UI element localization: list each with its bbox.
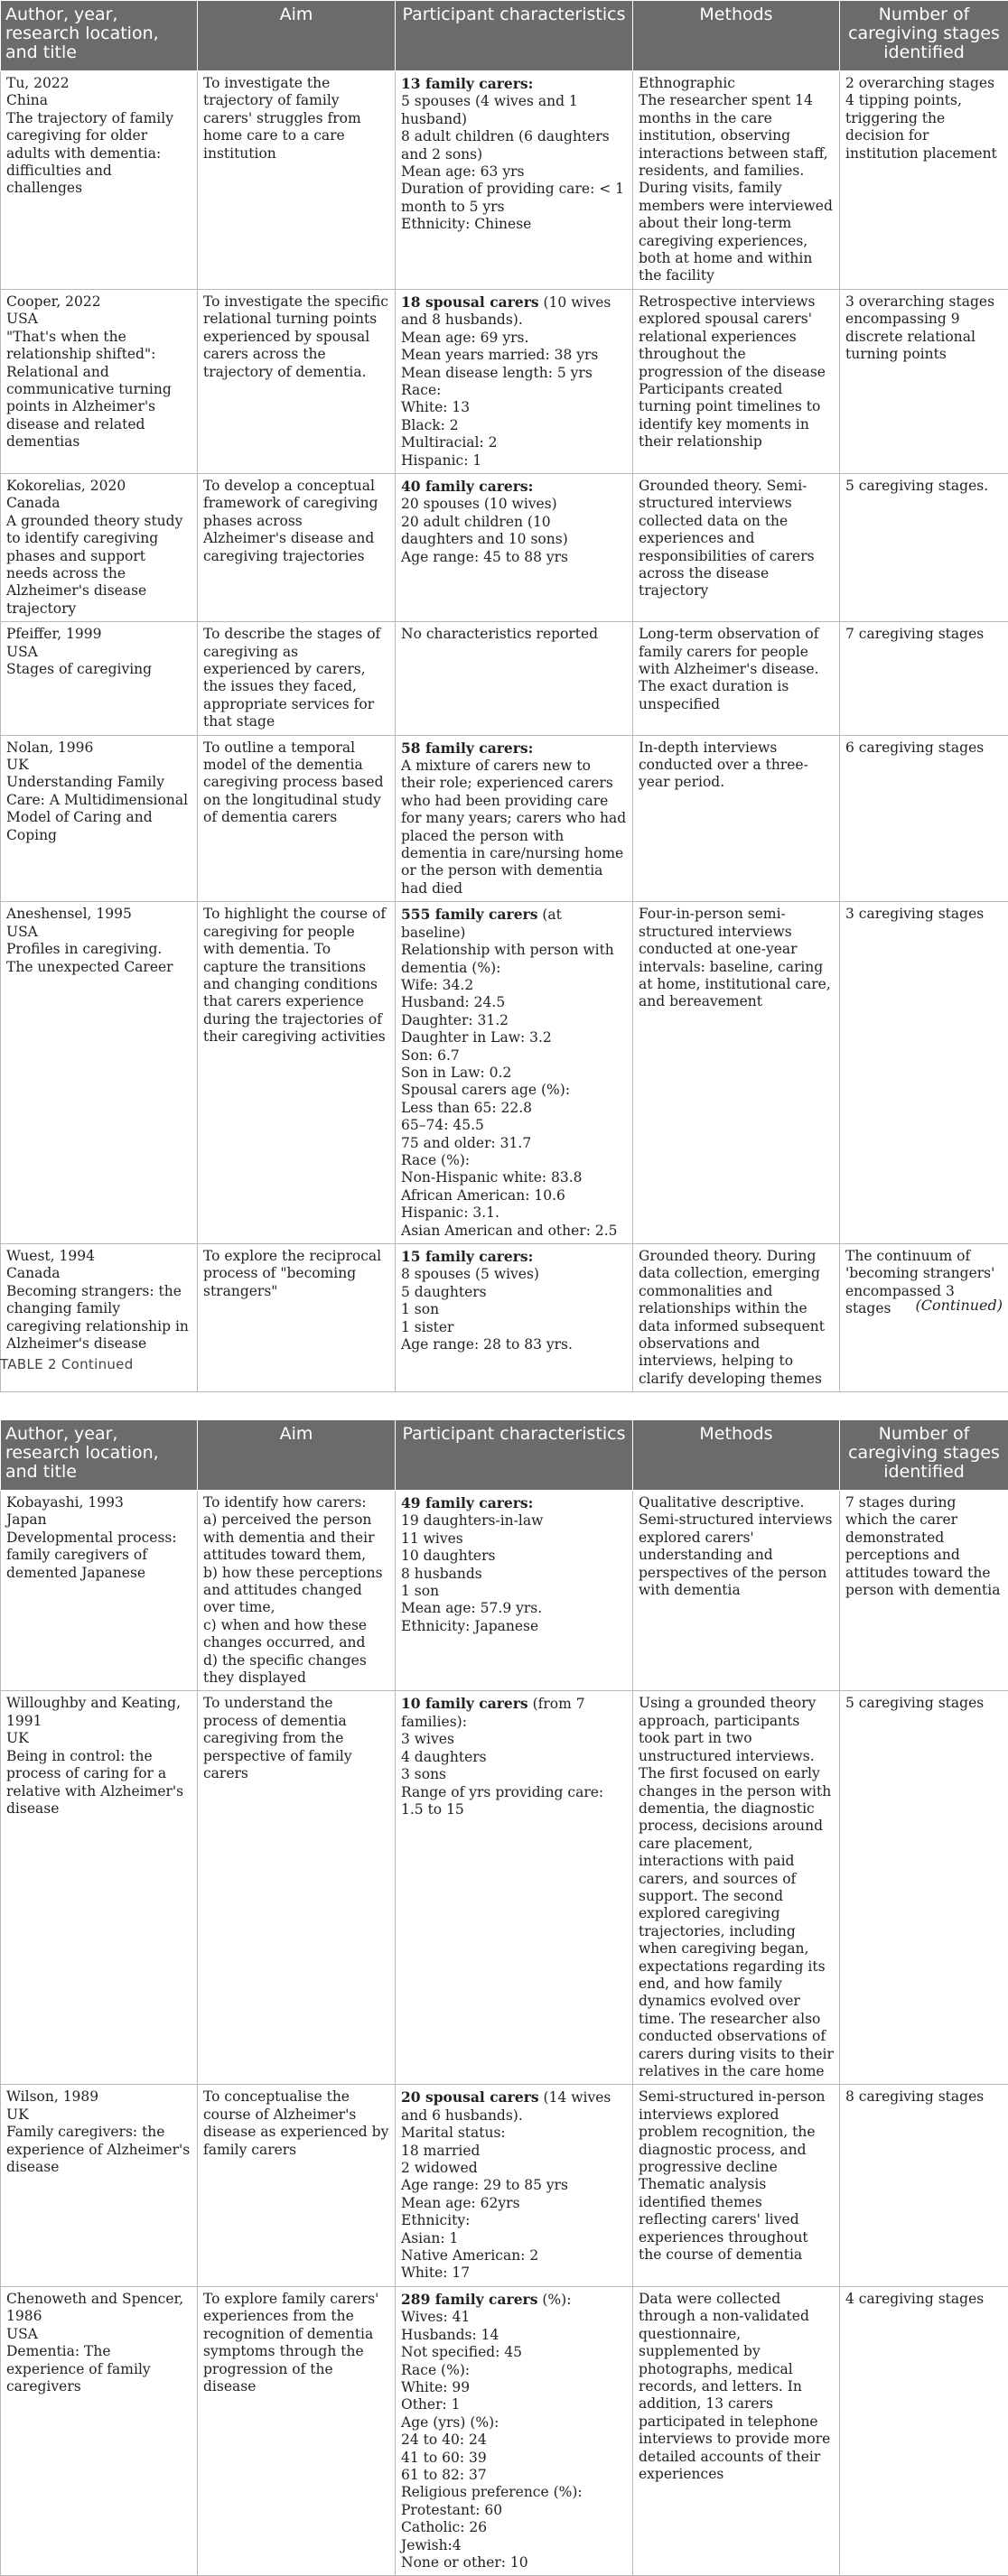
cell-participants bbox=[396, 1691, 633, 2085]
cell-aim: To investigate the trajectory of family carers' struggles from home care to a care institution bbox=[198, 71, 396, 290]
cell-methods: Grounded theory. Semi-structured interviews collected data on the experiences and responsibilities of carers across the disease trajectory bbox=[633, 473, 840, 621]
cell-methods: Four-in-person semi-structured interviews conducted at one-year intervals: baseline, caring at home, institutional care, and bereavement bbox=[633, 902, 840, 1244]
cell-aim: To identify how carers: a) perceived the person with dementia and their attitudes toward them, b) how these perceptions and attitudes changed over time, c) when and how these changes occurred, and d) the specific changes they displayed bbox=[198, 1491, 396, 1691]
participants-details: (from 7 families): 3 wives 4 daughters 3 sons Range of yrs providing care: 1.5 to 15 bbox=[401, 1696, 603, 1817]
cell-methods: Grounded theory. During data collection, emerging commonalities and relationships within the data informed subsequent observations and interviews, helping to clarify developing themes bbox=[633, 1244, 840, 1392]
table-row bbox=[1, 1691, 1008, 2085]
header-author: Author, year, research location, and title bbox=[1, 1, 198, 71]
header-aim: Aim bbox=[198, 1420, 396, 1491]
cell-stages: 6 caregiving stages bbox=[840, 735, 1008, 902]
participants-details: 8 spouses (5 wives) 5 daughters 1 son 1 sister Age range: 28 to 83 yrs. bbox=[401, 1266, 573, 1353]
participants-count: 289 family carers bbox=[401, 2291, 537, 2308]
cell-stages: 2 overarching stages 4 tipping points, triggering the decision for institution placement bbox=[840, 71, 1008, 290]
cell-methods: In-depth interviews conducted over a three-year period. bbox=[633, 735, 840, 902]
cell-stages: 7 stages during which the carer demonstrated perceptions and attitudes toward the person with dementia bbox=[840, 1491, 1008, 1691]
cell-participants bbox=[396, 735, 633, 902]
cell-aim: To develop a conceptual framework of caregiving phases across Alzheimer's disease and caregiving trajectories bbox=[198, 473, 396, 621]
cell-author: Wilson, 1989 UK Family caregivers: the experience of Alzheimer's disease bbox=[1, 2085, 198, 2286]
header-stages: Number of caregiving stages identified bbox=[840, 1420, 1008, 1491]
participants-details: 5 spouses (4 wives and 1 husband) 8 adult children (6 daughters and 2 sons) Mean age: 63 yrs Duration of providing care: < 1 month to 5 yrs Ethnicity: Chinese bbox=[401, 93, 624, 232]
cell-participants bbox=[396, 1491, 633, 1691]
cell-author: Tu, 2022 China The trajectory of family caregiving for older adults with dementia: difficulties and challenges bbox=[1, 71, 198, 290]
header-methods: Methods bbox=[633, 1, 840, 71]
table-row bbox=[1, 2085, 1008, 2286]
cell-methods: Retrospective interviews explored spousal carers' relational experiences throughout the progression of the disease Participants created turning point timelines to identify key moments in their relationship bbox=[633, 289, 840, 473]
cell-participants bbox=[396, 473, 633, 621]
cell-methods: Ethnographic The researcher spent 14 months in the care institution, observing interactions between staff, residents, and families. During visits, family members were interviewed about their long-term caregiving experiences, both at home and within the facility bbox=[633, 71, 840, 290]
header-stages: Number of caregiving stages identified bbox=[840, 1, 1008, 71]
cell-author: Wuest, 1994 Canada Becoming strangers: the changing family caregiving relationship in Alzheimer's disease bbox=[1, 1244, 198, 1392]
cell-methods: Qualitative descriptive. Semi-structured interviews explored carers' understanding and perspectives of the person with dementia bbox=[633, 1491, 840, 1691]
cell-author: Nolan, 1996 UK Understanding Family Care: A Multidimensional Model of Caring and Coping bbox=[1, 735, 198, 902]
cell-author: Kokorelias, 2020 Canada A grounded theory study to identify caregiving phases and support needs across the Alzheimer's disease trajectory bbox=[1, 473, 198, 621]
table-row bbox=[1, 735, 1008, 902]
cell-participants bbox=[396, 289, 633, 473]
cell-stages: The continuum of 'becoming strangers' encompassed 3 stages bbox=[840, 1244, 1008, 1392]
study-table-part-2 bbox=[0, 1419, 1008, 2576]
cell-stages: 5 caregiving stages. bbox=[840, 473, 1008, 621]
participants-details: No characteristics reported bbox=[401, 626, 598, 642]
cell-author: Cooper, 2022 USA "That's when the relationship shifted": Relational and communicative turning points in Alzheimer's disease and related dementias bbox=[1, 289, 198, 473]
cell-stages: 8 caregiving stages bbox=[840, 2085, 1008, 2286]
cell-stages: 3 overarching stages encompassing 9 discrete relational turning points bbox=[840, 289, 1008, 473]
cell-aim: To outline a temporal model of the dementia caregiving process based on the longitudinal study of dementia carers bbox=[198, 735, 396, 902]
participants-count: 15 family carers: bbox=[401, 1248, 533, 1265]
cell-stages: 7 caregiving stages bbox=[840, 622, 1008, 735]
cell-methods: Long-term observation of family carers for people with Alzheimer's disease. The exact duration is unspecified bbox=[633, 622, 840, 735]
cell-methods: Semi-structured in-person interviews explored problem recognition, the diagnostic process, and progressive decline Thematic analysis identified themes reflecting carers' lived experiences throughout the course of dementia bbox=[633, 2085, 840, 2286]
header-methods: Methods bbox=[633, 1420, 840, 1491]
cell-author: Kobayashi, 1993 Japan Developmental process: family caregivers of demented Japanese bbox=[1, 1491, 198, 1691]
participants-count: 49 family carers: bbox=[401, 1494, 533, 1511]
participants-count: 58 family carers: bbox=[401, 739, 533, 757]
table-row bbox=[1, 902, 1008, 1244]
cell-aim: To describe the stages of caregiving as experienced by carers, the issues they faced, appropriate services for that stage bbox=[198, 622, 396, 735]
participants-count: 13 family carers: bbox=[401, 75, 533, 92]
cell-stages: 4 caregiving stages bbox=[840, 2286, 1008, 2576]
cell-aim: To explore family carers' experiences from the recognition of dementia symptoms through the progression of the disease bbox=[198, 2286, 396, 2576]
table-row bbox=[1, 2286, 1008, 2576]
header-participants: Participant characteristics bbox=[396, 1, 633, 71]
cell-aim: To investigate the specific relational turning points experienced by spousal carers across the trajectory of dementia. bbox=[198, 289, 396, 473]
cell-participants bbox=[396, 902, 633, 1244]
participants-count: 555 family carers bbox=[401, 906, 537, 923]
cell-stages: 5 caregiving stages bbox=[840, 1691, 1008, 2085]
participants-count: 40 family carers: bbox=[401, 478, 533, 495]
cell-methods: Using a grounded theory approach, participants took part in two unstructured interviews. The first focused on early changes in the person with dementia, the diagnostic process, decisions around care placement, interactions with paid carers, and sources of support. The second explored caregiving trajectories, including when caregiving began, expectations regarding its end, and how family dynamics evolved over time. The researcher also conducted observations of carers during visits to their relatives in the care home bbox=[633, 1691, 840, 2085]
participants-details: (14 wives and 6 husbands). Marital status: 18 married 2 widowed Age range: 29 to 85 yrs Mean age: 62yrs Ethnicity: Asian: 1 Native American: 2 White: 17 bbox=[401, 2089, 611, 2281]
cell-author: Aneshensel, 1995 USA Profiles in caregiving. The unexpected Career bbox=[1, 902, 198, 1244]
participants-count: 18 spousal carers bbox=[401, 293, 539, 311]
table-row bbox=[1, 1491, 1008, 1691]
cell-author: Chenoweth and Spencer, 1986 USA Dementia: The experience of family caregivers bbox=[1, 2286, 198, 2576]
cell-participants bbox=[396, 71, 633, 290]
cell-aim: To understand the process of dementia caregiving from the perspective of family carers bbox=[198, 1691, 396, 2085]
cell-aim: To explore the reciprocal process of "becoming strangers" bbox=[198, 1244, 396, 1392]
table-header-row bbox=[1, 1420, 1008, 1491]
participants-details: (at baseline) Relationship with person with dementia (%): Wife: 34.2 Husband: 24.5 Daughter: 31.2 Daughter in Law: 3.2 Son: 6.7 Son in Law: 0.2 Spousal carers age (%): Less than 65: 22.8 65–74: 45.5 75 and older: 31.7 Race (%): Non-Hispanic white: 83.8 African American: 10.6 Hispanic: 3.1. Asian American and other: 2.5 bbox=[401, 907, 618, 1238]
participants-details: 20 spouses (10 wives) 20 adult children (10 daughters and 10 sons) Age range: 45 to 88 yrs bbox=[401, 496, 568, 564]
table-row bbox=[1, 1244, 1008, 1392]
table-row bbox=[1, 473, 1008, 621]
cell-participants bbox=[396, 622, 633, 735]
participants-details: A mixture of carers new to their role; experienced carers who had been providing care for many years; carers who had placed the person with dementia in care/nursing home or the person with dementia had died bbox=[401, 758, 626, 897]
participants-details: (10 wives and 8 husbands). Mean age: 69 yrs. Mean years married: 38 yrs Mean disease length: 5 yrs Race: White: 13 Black: 2 Multiracial: 2 Hispanic: 1 bbox=[401, 294, 611, 469]
cell-aim: To highlight the course of caregiving for people with dementia. To capture the transitions and changing conditions that carers experience during the trajectories of their caregiving activities bbox=[198, 902, 396, 1244]
participants-count: 10 family carers bbox=[401, 1695, 528, 1712]
cell-methods: Data were collected through a non-validated questionnaire, supplemented by photographs, medical records, and letters. In addition, 13 carers participated in telephone interviews to provide more detailed accounts of their experiences bbox=[633, 2286, 840, 2576]
cell-participants bbox=[396, 1244, 633, 1392]
header-author: Author, year, research location, and title bbox=[1, 1420, 198, 1491]
continued-note: (Continued) bbox=[915, 1297, 1003, 1314]
cell-stages: 3 caregiving stages bbox=[840, 902, 1008, 1244]
cell-aim: To conceptualise the course of Alzheimer's disease as experienced by family carers bbox=[198, 2085, 396, 2286]
header-aim: Aim bbox=[198, 1, 396, 71]
table-row bbox=[1, 289, 1008, 473]
table-row bbox=[1, 622, 1008, 735]
participants-details: (%): Wives: 41 Husbands: 14 Not specified: 45 Race (%): White: 99 Other: 1 Age (yrs) (%): 24 to 40: 24 41 to 60: 39 61 to 82: 37 Religious preference (%): Protestant: 60 Catholic: 26 Jewish:4 None or other: 10 bbox=[401, 2292, 583, 2571]
table-row bbox=[1, 71, 1008, 290]
participants-count: 20 spousal carers bbox=[401, 2088, 539, 2106]
cell-author: Willoughby and Keating, 1991 UK Being in control: the process of caring for a relative with Alzheimer's disease bbox=[1, 1691, 198, 2085]
cell-participants bbox=[396, 2085, 633, 2286]
participants-details: 19 daughters-in-law 11 wives 10 daughters 8 husbands 1 son Mean age: 57.9 yrs. Ethnicity: Japanese bbox=[401, 1512, 543, 1633]
table-header-row bbox=[1, 1, 1008, 71]
cell-participants bbox=[396, 2286, 633, 2576]
header-participants: Participant characteristics bbox=[396, 1420, 633, 1491]
cell-author: Pfeiffer, 1999 USA Stages of caregiving bbox=[1, 622, 198, 735]
table-caption: TABLE 2 Continued bbox=[0, 1356, 134, 1372]
